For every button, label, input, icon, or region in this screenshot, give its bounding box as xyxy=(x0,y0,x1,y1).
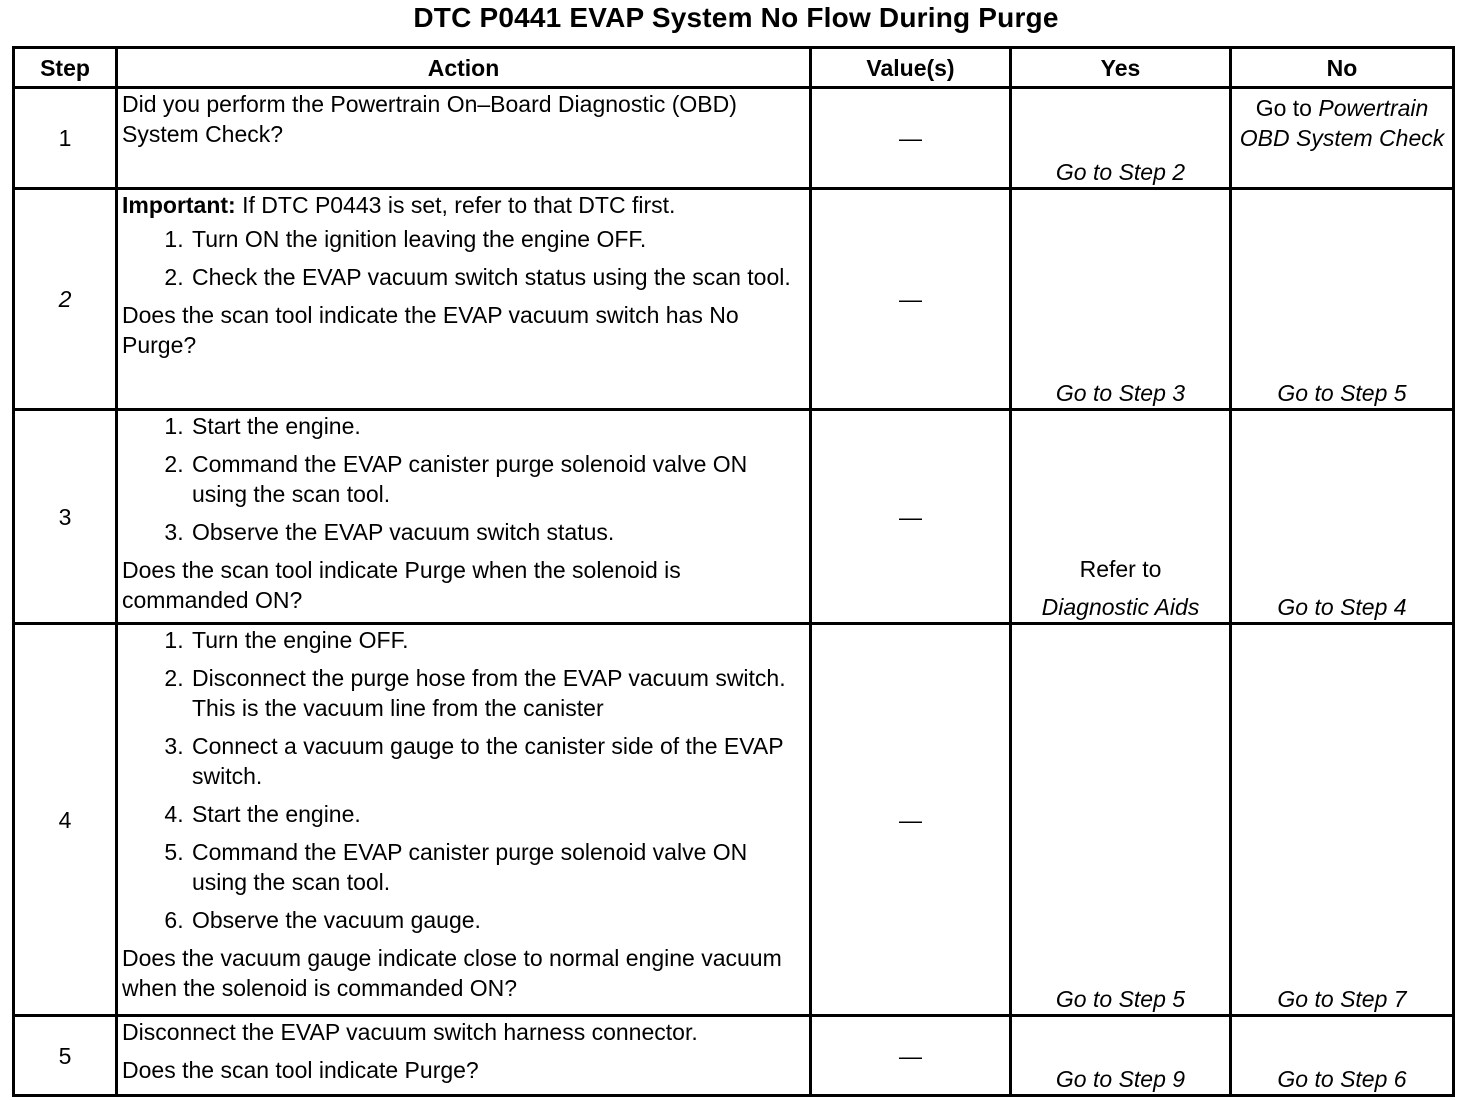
table-row-step-1 xyxy=(14,88,1454,189)
list-item: 1. Turn ON the ignition leaving the engine OFF. xyxy=(190,224,805,254)
action-cell xyxy=(117,1016,811,1096)
action-question: Does the scan tool indicate Purge? xyxy=(122,1057,479,1083)
value-cell: — xyxy=(811,410,1011,624)
action-question: Does the scan tool indicate Purge when the solenoid is commanded ON? xyxy=(122,557,681,613)
step-number: 4 xyxy=(14,624,117,1016)
no-cell: Go to Step 5 xyxy=(1231,189,1454,410)
action-list xyxy=(122,625,805,935)
list-item: 2. Check the EVAP vacuum switch status using the scan tool. xyxy=(190,262,805,292)
header-no: No xyxy=(1231,48,1454,88)
value-cell: — xyxy=(811,189,1011,410)
yes-cell xyxy=(1011,410,1231,624)
no-prefix: Go to xyxy=(1255,95,1312,121)
header-values: Value(s) xyxy=(811,48,1011,88)
action-question: Does the vacuum gauge indicate close to normal engine vacuum when the solenoid is commanded ON? xyxy=(122,945,782,1001)
value-cell: — xyxy=(811,88,1011,189)
no-cell xyxy=(1231,88,1454,189)
header-yes: Yes xyxy=(1011,48,1231,88)
value-cell: — xyxy=(811,624,1011,1016)
no-cell: Go to Step 4 xyxy=(1231,410,1454,624)
list-item: 3. Connect a vacuum gauge to the canister side of the EVAP switch. xyxy=(190,731,805,791)
action-list xyxy=(122,411,805,547)
important-text: If DTC P0443 is set, refer to that DTC first. xyxy=(235,192,676,218)
header-action: Action xyxy=(117,48,811,88)
important-label: Important: xyxy=(122,192,236,218)
diagnostic-table xyxy=(12,46,1455,1097)
yes-cell: Go to Step 2 xyxy=(1011,88,1231,189)
list-item: 1. Turn the engine OFF. xyxy=(190,625,805,655)
list-item: 5. Command the EVAP canister purge solenoid valve ON using the scan tool. xyxy=(190,837,805,897)
no-cell: Go to Step 7 xyxy=(1231,624,1454,1016)
action-cell xyxy=(117,189,811,410)
step-number: 3 xyxy=(14,410,117,624)
list-item: 3. Observe the EVAP vacuum switch status. xyxy=(190,517,805,547)
action-text: Did you perform the Powertrain On–Board Diagnostic (OBD) System Check? xyxy=(122,91,737,147)
action-list xyxy=(122,224,805,292)
table-row-step-2 xyxy=(14,189,1454,410)
action-cell xyxy=(117,88,811,189)
page-title: DTC P0441 EVAP System No Flow During Purge xyxy=(413,2,1059,33)
action-question: Does the scan tool indicate the EVAP vacuum switch has No Purge? xyxy=(122,302,739,358)
yes-link: Diagnostic Aids xyxy=(1041,594,1200,620)
yes-cell: Go to Step 3 xyxy=(1011,189,1231,410)
action-text: Disconnect the EVAP vacuum switch harness connector. xyxy=(122,1019,698,1045)
yes-prefix: Refer to xyxy=(1079,556,1162,582)
header-step: Step xyxy=(14,48,117,88)
step-number: 1 xyxy=(14,88,117,189)
table-row-step-5 xyxy=(14,1016,1454,1096)
list-item: 6. Observe the vacuum gauge. xyxy=(190,905,805,935)
yes-cell: Go to Step 5 xyxy=(1011,624,1231,1016)
list-item: 2. Command the EVAP canister purge solenoid valve ON using the scan tool. xyxy=(190,449,805,509)
table-row-step-3 xyxy=(14,410,1454,624)
list-item: 4. Start the engine. xyxy=(190,799,805,829)
list-item: 1. Start the engine. xyxy=(190,411,805,441)
yes-cell: Go to Step 9 xyxy=(1011,1016,1231,1096)
no-link: Powertrain OBD System Check xyxy=(1239,95,1445,151)
list-item: 2. Disconnect the purge hose from the EVAP vacuum switch. This is the vacuum line from the canister xyxy=(190,663,805,723)
action-cell xyxy=(117,410,811,624)
no-cell: Go to Step 6 xyxy=(1231,1016,1454,1096)
step-number: 5 xyxy=(14,1016,117,1096)
action-cell xyxy=(117,624,811,1016)
step-number: 2 xyxy=(14,189,117,410)
table-row-step-4 xyxy=(14,624,1454,1016)
value-cell: — xyxy=(811,1016,1011,1096)
table-header-row xyxy=(14,48,1454,88)
important-note xyxy=(122,190,805,220)
